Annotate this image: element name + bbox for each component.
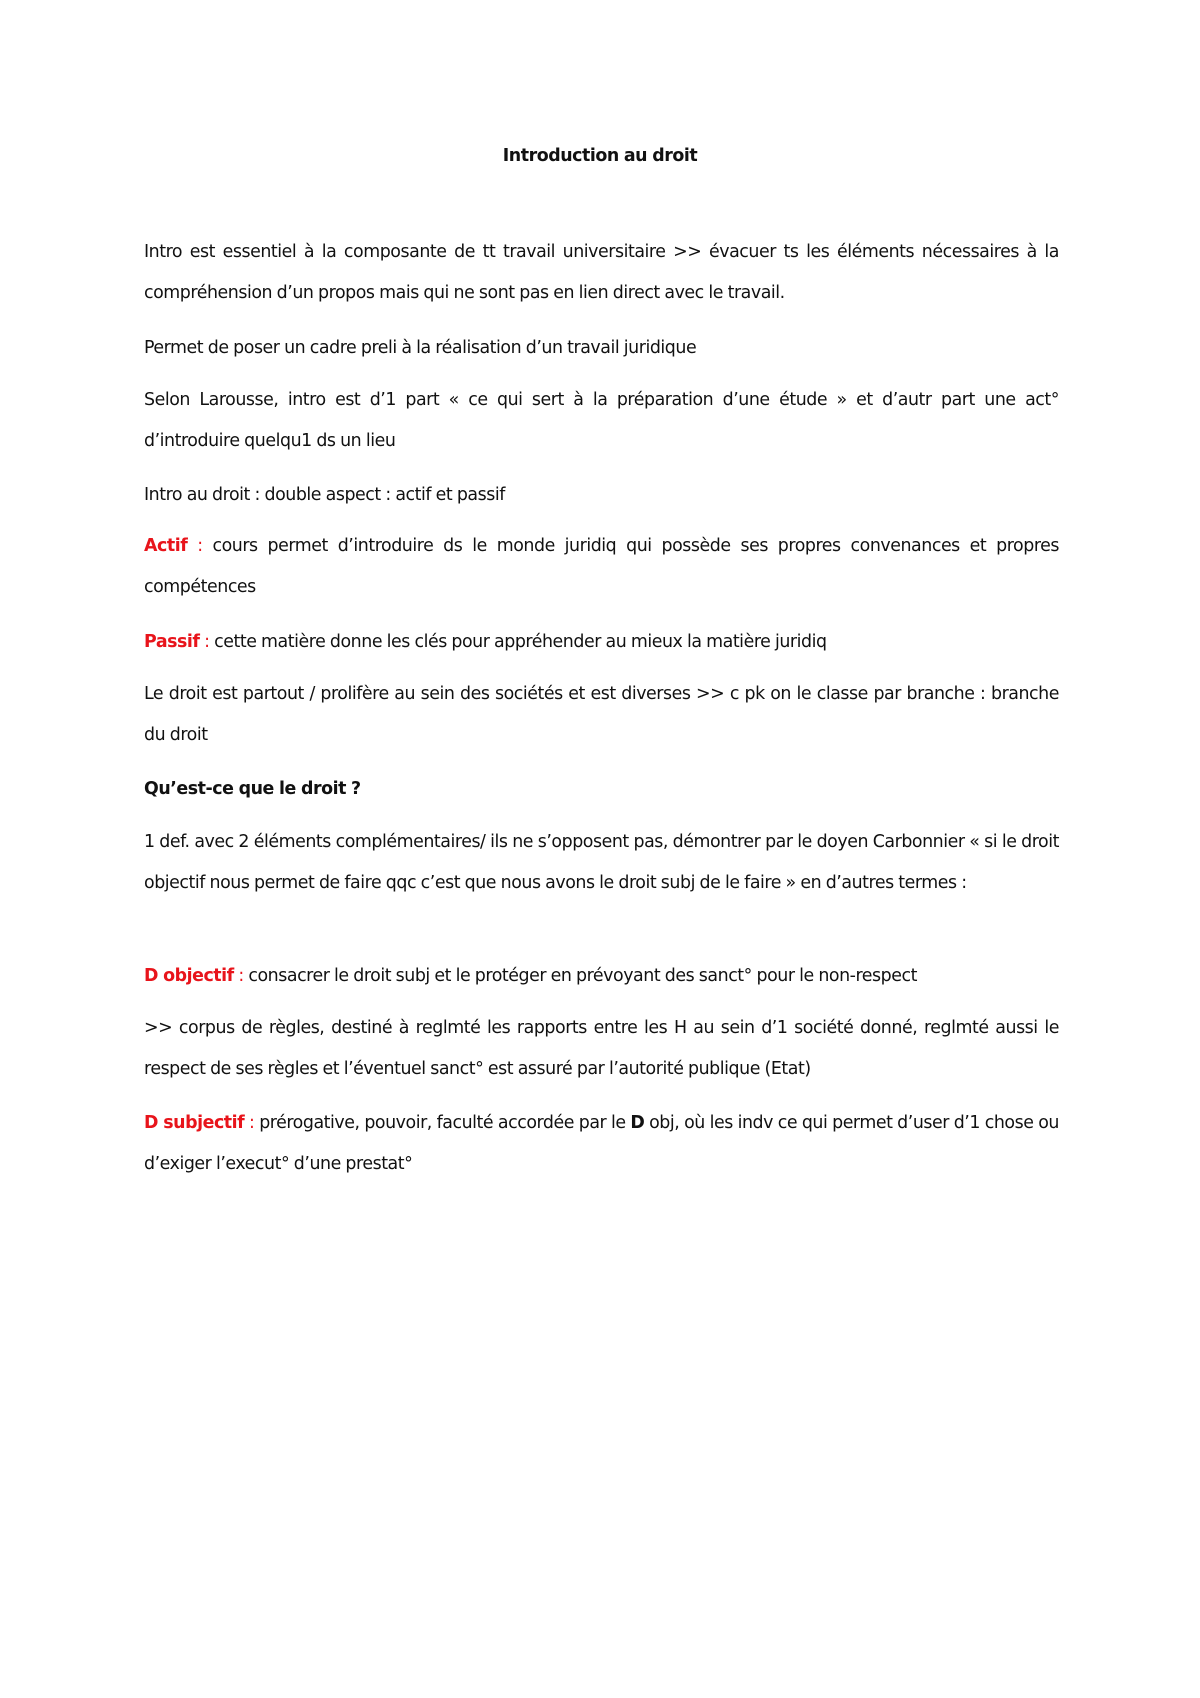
paragraph-passif xyxy=(144,622,1059,663)
term-passif: Passif xyxy=(144,632,200,652)
definition-d-subjectif-part2: obj, où les indv ce qui permet d’user d’1 chose ou d’exiger l’execut° d’une prestat° xyxy=(144,1113,1059,1174)
term-actif: Actif xyxy=(144,536,188,556)
term-separator: : xyxy=(187,536,213,556)
paragraph-cadre: Permet de poser un cadre preli à la réalisation d’un travail juridique xyxy=(144,338,697,358)
term-separator: : xyxy=(244,1113,260,1133)
definition-d-subjectif-part1: prérogative, pouvoir, faculté accordée par le xyxy=(259,1113,631,1133)
term-d-objectif: D objectif xyxy=(144,966,234,986)
definition-passif: cette matière donne les clés pour appréhender au mieux la matière juridiq xyxy=(214,632,827,652)
section-heading: Qu’est-ce que le droit ? xyxy=(144,779,361,799)
document-title: Introduction au droit xyxy=(502,146,698,166)
paragraph-intro: Intro est essentiel à la composante de tt travail universitaire >> évacuer ts les éléments nécessaires à la compréhension d’un propos mais qui ne sont pas en lien direct avec le travail. xyxy=(144,242,1059,303)
paragraph-corpus: >> corpus de règles, destiné à reglmté les rapports entre les H au sein d’1 société donné, reglmté aussi le respect de ses règles et l’éventuel sanct° est assuré par l’autorité publique (Etat) xyxy=(144,1018,1059,1079)
bold-d: D xyxy=(630,1113,645,1133)
paragraph-larousse: Selon Larousse, intro est d’1 part « ce qui sert à la préparation d’une étude » et d’autr part une act° d’introduire quelqu1 ds un lieu xyxy=(144,390,1059,451)
paragraph-carbonnier: 1 def. avec 2 éléments complémentaires/ ils ne s’opposent pas, démontrer par le doyen Carbonnier « si le droit objectif nous permet de faire qqc c’est que nous avons le droit subj de le faire » en d’autres termes : xyxy=(144,832,1059,893)
definition-actif: cours permet d’introduire ds le monde juridiq qui possède ses propres convenances et propres compétences xyxy=(144,536,1059,597)
paragraph-d-objectif xyxy=(144,956,1059,997)
term-separator: : xyxy=(233,966,249,986)
paragraph-d-subjectif xyxy=(144,1103,1059,1185)
term-d-subjectif: D subjectif xyxy=(144,1113,245,1133)
paragraph-double-aspect: Intro au droit : double aspect : actif et passif xyxy=(144,485,505,505)
paragraph-actif xyxy=(144,526,1059,608)
definition-d-objectif: consacrer le droit subj et le protéger en prévoyant des sanct° pour le non-respect xyxy=(248,966,917,986)
paragraph-branches: Le droit est partout / prolifère au sein des sociétés et est diverses >> c pk on le classe par branche : branche du droit xyxy=(144,684,1059,745)
term-separator: : xyxy=(199,632,215,652)
